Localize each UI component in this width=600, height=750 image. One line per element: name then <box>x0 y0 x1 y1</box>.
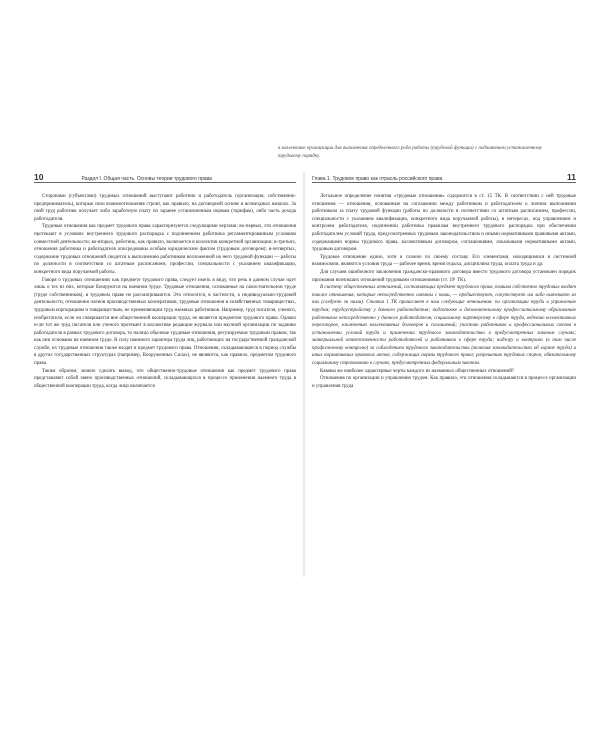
right-paragraph-5: Каковы же наиболее характерные черты каждого из названных общественных отношений? <box>320 368 515 374</box>
left-page <box>34 172 296 577</box>
left-paragraph-2: Трудовые отношения как предмет трудового права характеризуются следующими чертами: во-первых, эти отношения протекают в условиях внутреннего трудового распорядка с подчинением работника регламентированным условиям совместной деятельности; во-вторых, работник, как правило, включается в коллектив конкретной организации; в-третьих, отношения работника и работодателя опосредованы особым юридическим фактом (трудовым договором); в-четвертых, содержание трудовых отношений сводится к выполнению работником возложенной на него трудовой функции — работы по должности в соответствии со штатным расписанием, профессии, специальности с указанием квалификации, конкретного вида поручаемой работы. <box>34 224 296 275</box>
right-paragraph-2: Трудовое отношение едино, хотя и сложно по своему составу. Его элементами, находящимися в системной взаимосвязи, являются условия труда — рабочее время, время отдыха, дисциплина труда, оплата труда и др. <box>312 254 576 268</box>
left-running-head <box>34 172 296 183</box>
left-paragraph-3: Говоря о трудовых отношениях как предмете трудового права, следует иметь в виду, что речь в данном случае идет лишь о тех из них, которые базируются на наемном труде. Трудовые отношения, основанные на самостоятельном труде (труде собственников), в трудовом праве не рассматриваются. Это относится, в частности, к индивидуально-трудовой деятельности, отношения членов производственных кооперативов, трудовые отношения в хозяйственных товариществах, трудовым корпорациям и товариществам, не применяющим труд наемных работников. Например, труд писателя, ученого, изобретателя, если он совершается вне общественной кооперации труда, не является предметом трудового права. Однако если тот же труд писателя или ученого протекает в коллективе редакции журнала или научной организации по заданию работодателя в рамках трудового договора, то налицо обычные трудовые отношения, регулируемые трудовым правом, так как они основаны на наемном труде. В силу наемного характера труда лиц, работающих на государственной гражданской службе, их трудовые отношения также входят в предмет трудового права. Отношения, складывающиеся в период службы в других государственных структурах (например, Вооруженных Силах), не являются, как правило, предметом трудового права. <box>34 277 296 367</box>
right-paragraph-6: Отношения по организации и управлению трудом. Как правило, эти отношения складываются в процессе организации и управления труда <box>312 376 576 389</box>
left-paragraph-4: Таким образом, можно сделать вывод, что общественно-трудовые отношения как предмет трудового права представляют собой звено производственных отношений, складывающихся в процессе применения наемного труда в общественной кооперации труда, когда лицо включается <box>34 368 296 389</box>
right-page-number: 11 <box>567 172 576 182</box>
pages-container <box>34 172 576 577</box>
right-paragraph-3: Для случаев ошибочного заключения гражданско-правового договора вместо трудового договора установлен порядок признания возникших отношений трудовыми отношениями (ст. 19¹ ТК). <box>312 269 576 283</box>
left-paragraph-1: Сторонами (субъектами) трудовых отношений выступают работник и работодатель (организация, собственник-предприниматель), которые свои взаимоотношения строят, как правило, на договорной основе и возмездных началах. За свой труд работник получает либо заработную плату по заранее установленным нормам (тарифам), либо часть дохода работодателя. <box>34 194 296 222</box>
right-running-head-text: Глава 1. Трудовое право как отрасль российского права <box>312 176 443 182</box>
left-page-number: 10 <box>34 172 44 182</box>
top-carryover-text <box>278 145 542 160</box>
left-page-body <box>34 193 296 390</box>
right-paragraph-4: В систему общественных отношений, составляющих предмет трудового права, помимо собственно трудовых входят также отношения, которые непосредственно связаны с ними, — предшествуют, сопутствуют им либо вытекают из них (следуют за ними). Статья 1 ТК причисляет к ним следующие отношения: по организации труда и управлению трудом; трудоустройству у данного работодателя; подготовке и дополнительному профессиональному образованию работников непосредственно у данного работодателя; социальному партнерству в сфере труда, ведению коллективных переговоров, заключению коллективных договоров и соглашений; участию работников и профессиональных союзов в установлении условий труда и применении трудового законодательства в предусмотренных законом случаях; материальной ответственности работодателей и работников в сфере труда; надзору и контролю (в том числе профсоюзному контролю) за соблюдением трудового законодательства (включая законодательство об охране труда) и иных нормативных правовых актов, содержащих нормы трудового права; разрешению трудовых споров; обязательному социальному страхованию в случаях, предусмотренных федеральным законом. <box>312 285 576 367</box>
right-paragraph-1: Легальное определение понятия «трудовые отношения» содержится в ст. 15 ТК. В соответствии с ней трудовые отношения — отношения, основанные на соглашении между работником и работодателем о личном выполнении работником за плату трудовой функции (работы по должности в соответствии со штатным расписанием, профессии, специальности с указанием квалификации, конкретного вида поручаемой работы), в интересах, под управлением и контролем работодателя, подчинении работника правилам внутреннего трудового распорядка при обеспечении работодателем условий труда, предусмотренных трудовым законодательством и иными нормативными правовыми актами, содержащими нормы трудового права, коллективным договором, соглашениями, локальными нормативными актами, трудовым договором. <box>312 194 576 253</box>
carryover-paragraph: в коллективе организации для выполнения определенного рода работы (трудовой функции) с подчинением установленному трудовому порядку. <box>278 146 542 159</box>
right-running-head <box>312 172 576 183</box>
right-page-body <box>312 193 576 390</box>
left-running-head-text: Раздел I. Общая часть. Основы теории трудового права <box>81 176 212 182</box>
right-page <box>312 172 576 577</box>
book-gutter <box>302 172 306 577</box>
